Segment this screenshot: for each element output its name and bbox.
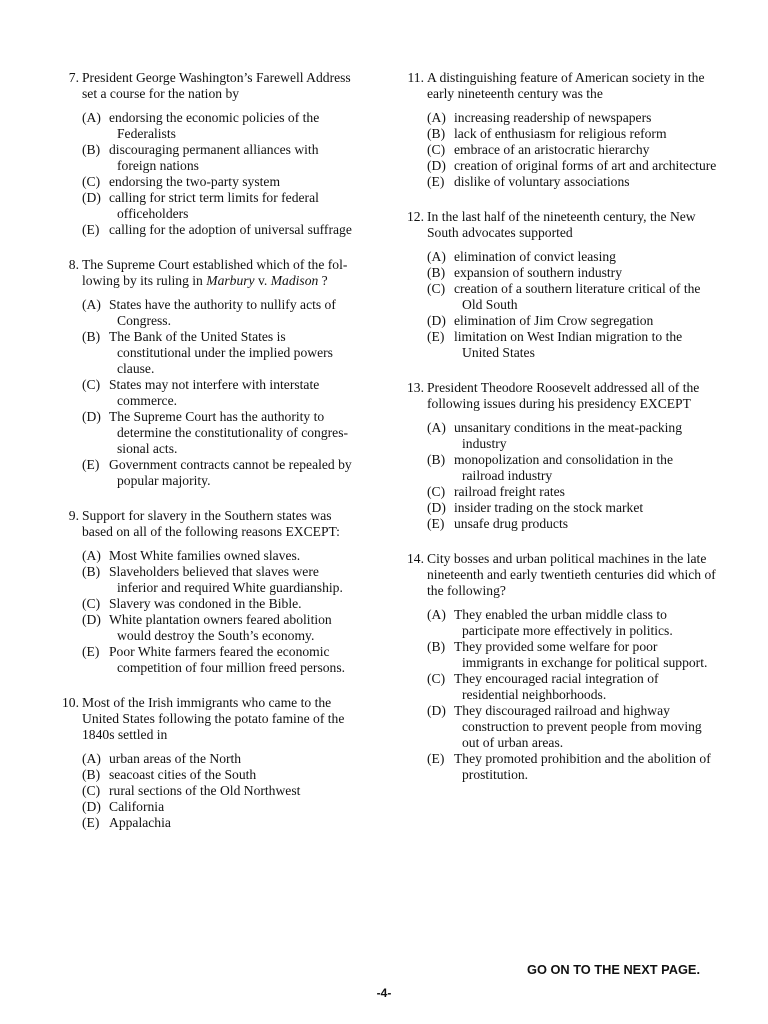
answer-option (427, 142, 717, 158)
question-number: 11. (407, 70, 424, 85)
option-text: Appalachia (109, 815, 171, 830)
question-stem (60, 70, 360, 102)
answer-options (60, 110, 360, 238)
option-text: calling for the adoption of universal suffrage (109, 222, 352, 237)
question-8 (60, 257, 360, 489)
option-text: calling for strict term limits for federal officeholders (109, 190, 319, 221)
option-letter: (C) (427, 142, 446, 157)
option-text: The Supreme Court has the authority to determine the constitutionality of congres- sional acts. (109, 409, 349, 456)
answer-option (427, 671, 717, 703)
question-stem (405, 380, 717, 412)
option-letter: (C) (82, 377, 101, 392)
option-text: monopolization and consolidation in the railroad industry (454, 452, 673, 483)
answer-option (427, 751, 717, 783)
option-letter: (E) (427, 751, 445, 766)
option-text: Poor White farmers feared the economic competition of four million freed persons. (109, 644, 346, 675)
option-text: Most White families owned slaves. (109, 548, 301, 563)
option-letter: (B) (427, 639, 446, 654)
answer-option (82, 751, 360, 767)
option-letter: (E) (82, 815, 100, 830)
option-text: They promoted prohibition and the abolition of prostitution. (454, 751, 711, 782)
option-letter: (E) (82, 457, 100, 472)
option-letter: (B) (427, 265, 446, 280)
option-letter: (A) (82, 548, 101, 563)
option-text: California (109, 799, 165, 814)
option-text: creation of original forms of art and architecture (454, 158, 717, 173)
question-stem (60, 257, 360, 289)
answer-options (60, 548, 360, 676)
answer-option (82, 457, 360, 489)
answer-option (82, 548, 360, 564)
question-number: 8. (68, 257, 79, 272)
answer-option (427, 313, 717, 329)
answer-option (82, 329, 360, 377)
option-letter: (D) (82, 612, 101, 627)
answer-option (427, 265, 717, 281)
option-letter: (C) (82, 596, 101, 611)
option-text: Slaveholders believed that slaves were inferior and required White guardianship. (109, 564, 343, 595)
option-text: creation of a southern literature critical of the Old South (454, 281, 701, 312)
option-letter: (A) (427, 249, 446, 264)
option-text: They encouraged racial integration of residential neighborhoods. (454, 671, 659, 702)
option-letter: (D) (82, 409, 101, 424)
question-stem (405, 551, 717, 599)
option-text: They enabled the urban middle class to participate more effectively in politics. (454, 607, 673, 638)
option-text: railroad freight rates (454, 484, 565, 499)
option-letter: (D) (427, 500, 446, 515)
answer-option (427, 607, 717, 639)
option-letter: (E) (427, 174, 445, 189)
answer-options (405, 249, 717, 361)
answer-option (427, 516, 717, 532)
answer-option (82, 767, 360, 783)
answer-option (427, 420, 717, 452)
option-text: White plantation owners feared abolition would destroy the South’s economy. (109, 612, 332, 643)
question-stem (60, 695, 360, 743)
answer-options (405, 110, 717, 190)
case-name-marbury: Marbury (206, 273, 255, 288)
option-text: endorsing the two-party system (109, 174, 281, 189)
question-10 (60, 695, 360, 831)
question-text: City bosses and urban political machines in the late nineteenth and early twentieth centuries did which of the following? (427, 551, 716, 598)
option-letter: (D) (82, 799, 101, 814)
option-letter: (A) (427, 110, 446, 125)
option-text: elimination of convict leasing (454, 249, 616, 264)
option-letter: (C) (427, 671, 446, 686)
option-text: States may not interfere with interstate commerce. (109, 377, 320, 408)
answer-option (427, 174, 717, 190)
option-letter: (B) (82, 767, 101, 782)
answer-option (82, 190, 360, 222)
option-text: embrace of an aristocratic hierarchy (454, 142, 650, 157)
option-text: lack of enthusiasm for religious reform (454, 126, 667, 141)
option-letter: (D) (427, 703, 446, 718)
answer-option (427, 639, 717, 671)
left-column (60, 70, 360, 850)
question-9 (60, 508, 360, 676)
page-number: -4- (376, 986, 392, 1000)
case-name-madison: Madison (270, 273, 319, 288)
answer-options (60, 751, 360, 831)
option-letter: (B) (82, 142, 101, 157)
option-text: discouraging permanent alliances with foreign nations (109, 142, 319, 173)
question-text-before: The Supreme Court established which of the fol- lowing by its ruling in (82, 257, 348, 288)
question-text: President George Washington’s Farewell Address set a course for the nation by (82, 70, 351, 101)
answer-option (427, 126, 717, 142)
question-number: 14. (407, 551, 424, 566)
answer-option (82, 409, 360, 457)
question-stem (405, 70, 717, 102)
question-7 (60, 70, 360, 238)
question-14 (405, 551, 717, 783)
option-letter: (B) (427, 452, 446, 467)
answer-option (82, 799, 360, 815)
question-text: Support for slavery in the Southern states was based on all of the following reasons EXCEPT: (82, 508, 340, 539)
answer-option (82, 815, 360, 831)
question-number: 13. (407, 380, 424, 395)
answer-options (405, 607, 717, 783)
question-number: 10. (62, 695, 79, 710)
answer-option (427, 452, 717, 484)
option-letter: (D) (427, 158, 446, 173)
option-text: expansion of southern industry (454, 265, 623, 280)
answer-option (427, 703, 717, 751)
answer-options (405, 420, 717, 532)
question-text-after: ? (318, 273, 328, 288)
option-text: They discouraged railroad and highway construction to prevent people from moving out of urban areas. (454, 703, 702, 750)
question-11 (405, 70, 717, 190)
question-stem (405, 209, 717, 241)
right-column (405, 70, 717, 802)
question-12 (405, 209, 717, 361)
option-text: increasing readership of newspapers (454, 110, 652, 125)
option-letter: (A) (82, 110, 101, 125)
option-letter: (D) (82, 190, 101, 205)
question-stem (60, 508, 360, 540)
case-versus: v. (254, 273, 271, 288)
question-number: 12. (407, 209, 424, 224)
answer-option (427, 158, 717, 174)
option-text: seacoast cities of the South (109, 767, 257, 782)
answer-option (82, 174, 360, 190)
option-letter: (A) (82, 297, 101, 312)
option-letter: (A) (82, 751, 101, 766)
answer-option (82, 142, 360, 174)
option-letter: (D) (427, 313, 446, 328)
answer-option (82, 644, 360, 676)
answer-option (427, 281, 717, 313)
question-text: Most of the Irish immigrants who came to the United States following the potato famine of the 1840s settled in (82, 695, 345, 742)
option-text: unsanitary conditions in the meat-packing industry (454, 420, 683, 451)
option-text: insider trading on the stock market (454, 500, 644, 515)
option-letter: (C) (82, 174, 101, 189)
answer-option (82, 377, 360, 409)
answer-option (82, 783, 360, 799)
question-text: In the last half of the nineteenth century, the New South advocates supported (427, 209, 696, 240)
question-number: 9. (68, 508, 79, 523)
answer-option (427, 484, 717, 500)
option-text: endorsing the economic policies of the Federalists (109, 110, 320, 141)
option-letter: (A) (427, 420, 446, 435)
option-text: urban areas of the North (109, 751, 242, 766)
option-letter: (B) (82, 564, 101, 579)
go-on-to-next-page: GO ON TO THE NEXT PAGE. (526, 962, 700, 977)
question-13 (405, 380, 717, 532)
option-text: The Bank of the United States is constitutional under the implied powers clause. (109, 329, 333, 376)
option-letter: (E) (427, 516, 445, 531)
option-text: rural sections of the Old Northwest (109, 783, 301, 798)
option-text: elimination of Jim Crow segregation (454, 313, 654, 328)
option-letter: (C) (427, 281, 446, 296)
option-text: They provided some welfare for poor immigrants in exchange for political support. (454, 639, 708, 670)
answer-option (82, 222, 360, 238)
question-text: President Theodore Roosevelt addressed all of the following issues during his presidency EXCEPT (427, 380, 700, 411)
option-letter: (E) (82, 222, 100, 237)
answer-option (82, 564, 360, 596)
option-text: Slavery was condoned in the Bible. (109, 596, 302, 611)
option-letter: (A) (427, 607, 446, 622)
option-text: unsafe drug products (454, 516, 569, 531)
answer-options (60, 297, 360, 489)
option-text: Government contracts cannot be repealed by popular majority. (109, 457, 352, 488)
option-letter: (B) (82, 329, 101, 344)
option-letter: (C) (427, 484, 446, 499)
option-letter: (B) (427, 126, 446, 141)
answer-option (427, 110, 717, 126)
answer-option (427, 500, 717, 516)
question-text: A distinguishing feature of American society in the early nineteenth century was the (427, 70, 705, 101)
answer-option (427, 249, 717, 265)
question-number: 7. (68, 70, 79, 85)
answer-option (82, 297, 360, 329)
option-text: States have the authority to nullify acts of Congress. (109, 297, 336, 328)
option-text: limitation on West Indian migration to the United States (454, 329, 683, 360)
option-text: dislike of voluntary associations (454, 174, 630, 189)
answer-option (82, 596, 360, 612)
answer-option (82, 612, 360, 644)
answer-option (82, 110, 360, 142)
answer-option (427, 329, 717, 361)
option-letter: (E) (82, 644, 100, 659)
option-letter: (E) (427, 329, 445, 344)
option-letter: (C) (82, 783, 101, 798)
